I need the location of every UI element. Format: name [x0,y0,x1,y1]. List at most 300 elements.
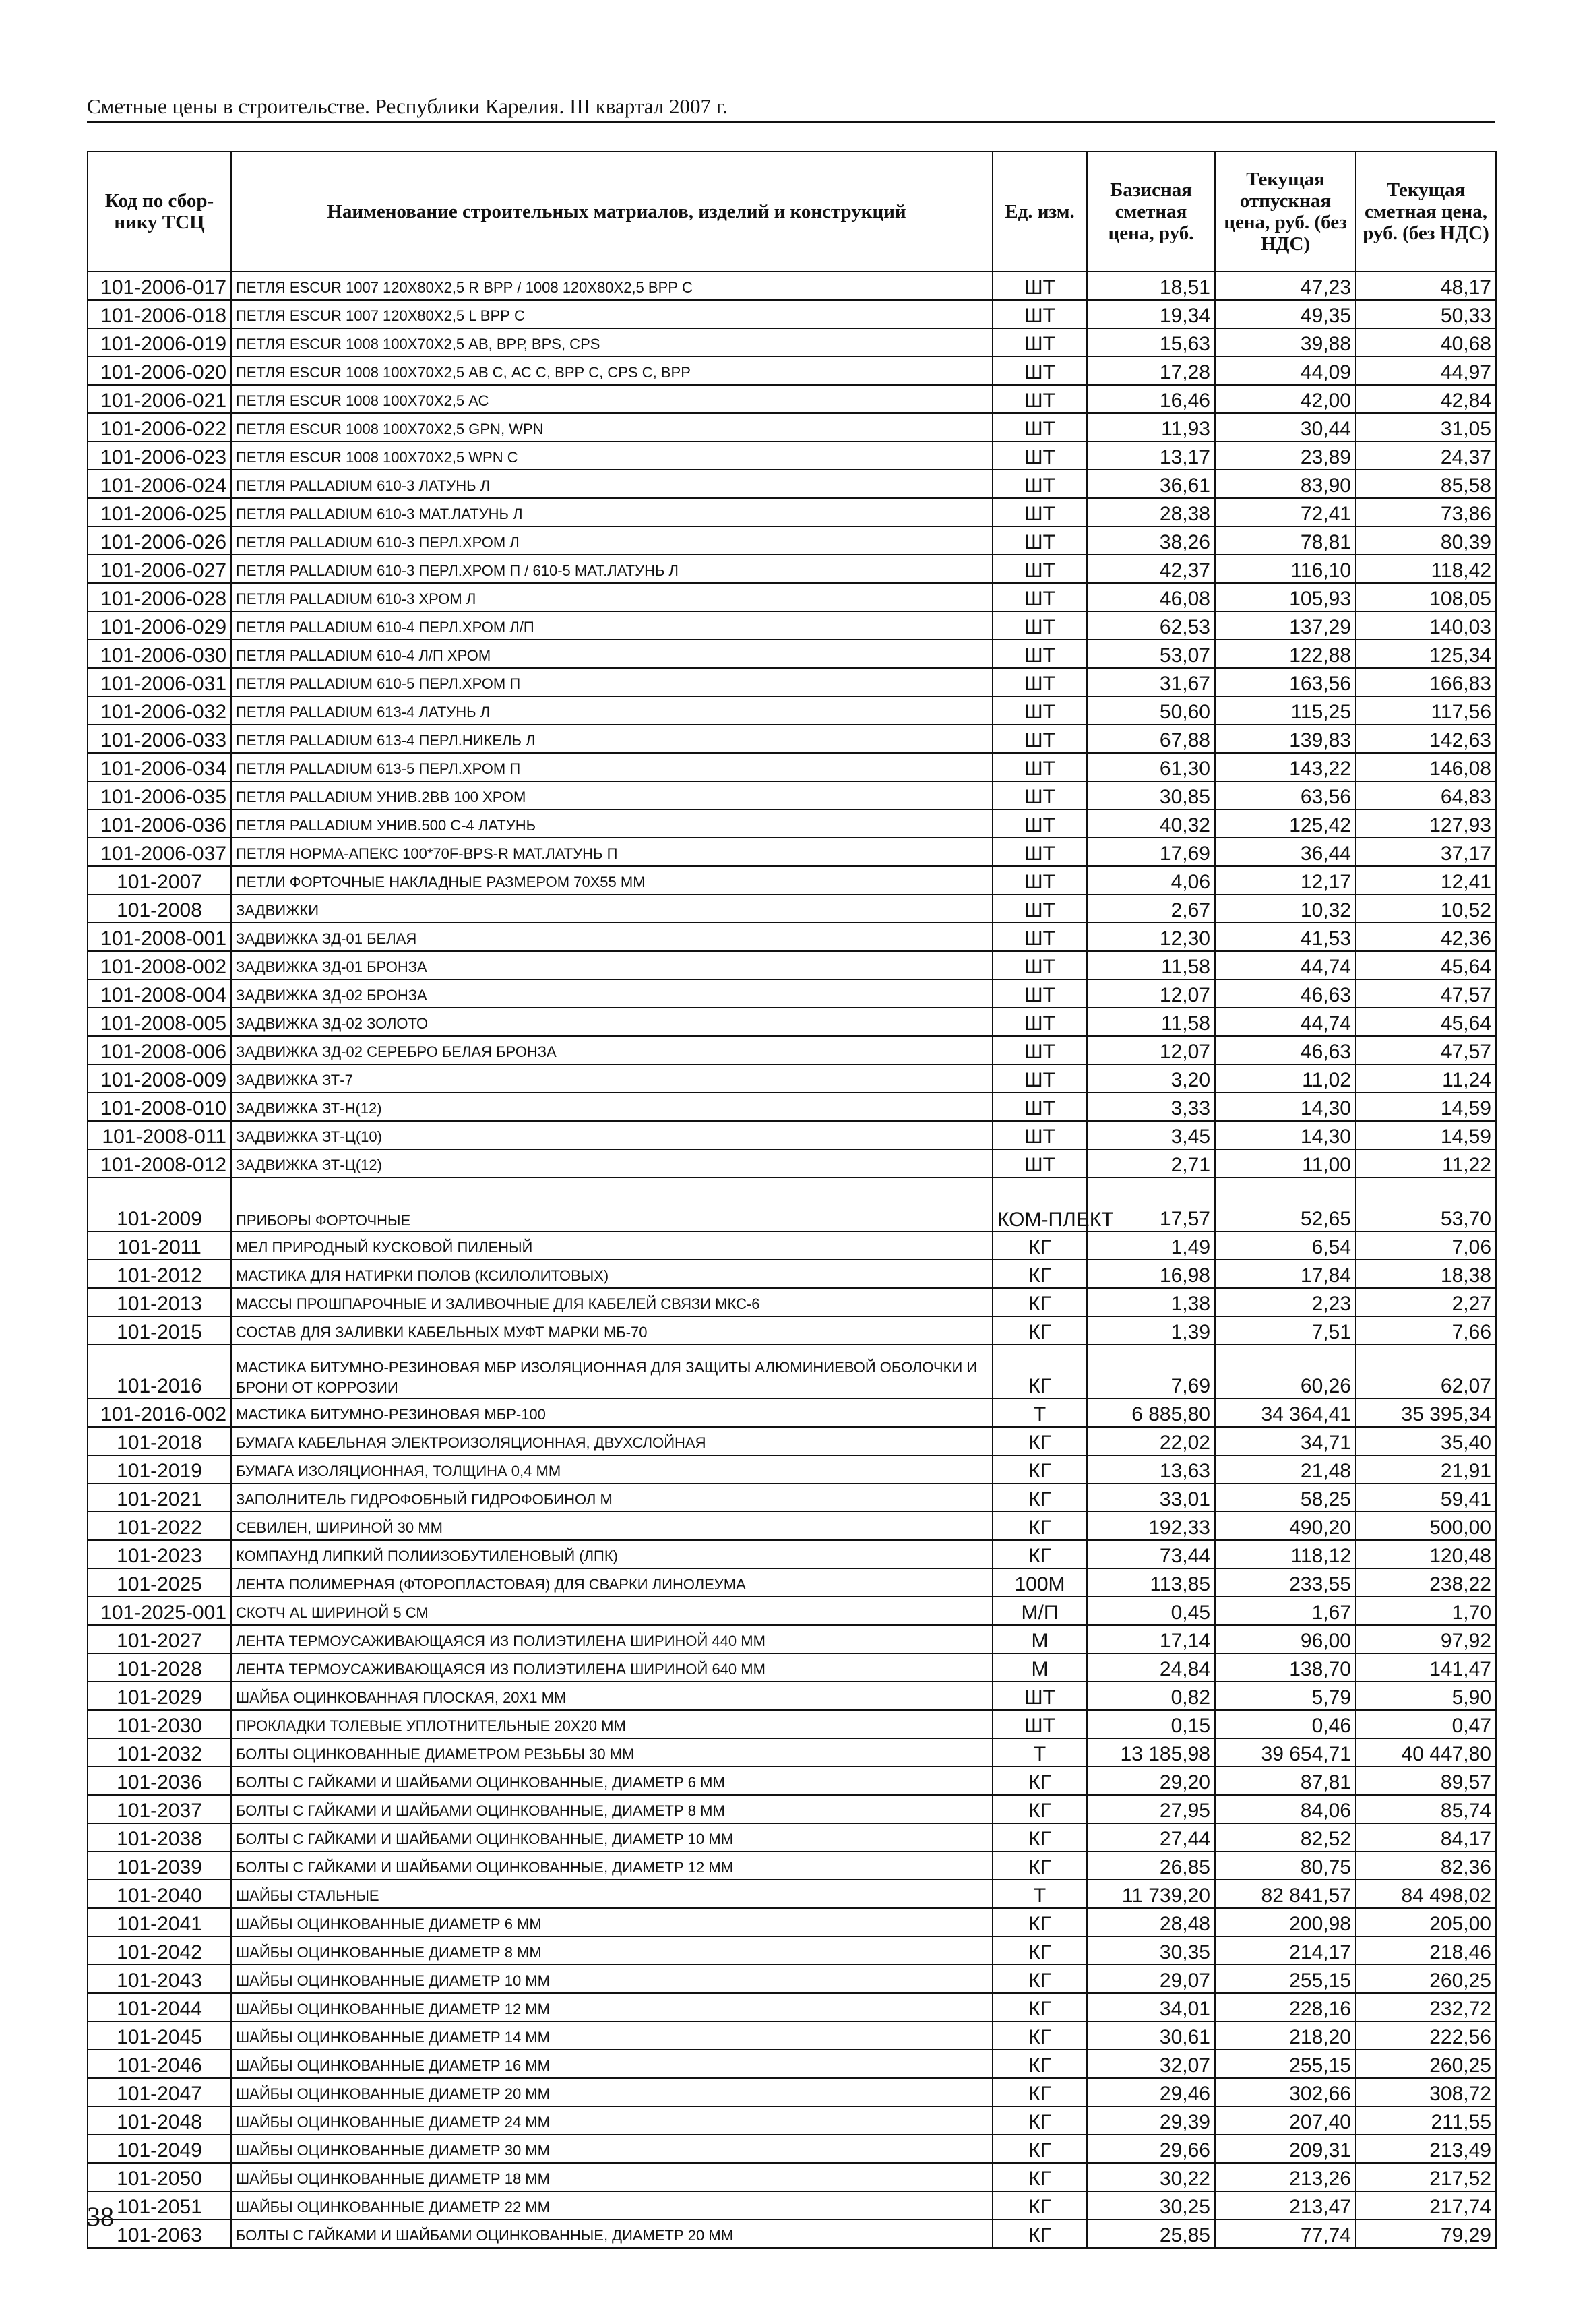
table-row [88,2163,1496,2191]
cell-unit: КГ [993,2135,1087,2163]
cell-base-price: 29,20 [1087,1767,1215,1795]
table-row [88,272,1496,300]
cell-code: 101-2039 [88,1852,231,1880]
cell-code: 101-2008-004 [88,979,231,1008]
cell-current-release-price: 83,90 [1215,470,1356,498]
cell-current-estimate-price: 140,03 [1356,611,1496,640]
cell-name: МАССЫ ПРОШПАРОЧНЫЕ И ЗАЛИВОЧНЫЕ ДЛЯ КАБЕЛЕЙ СВЯЗИ МКС-6 [231,1288,993,1316]
cell-name: БОЛТЫ С ГАЙКАМИ И ШАЙБАМИ ОЦИНКОВАННЫЕ, ДИАМЕТР 20 ММ [231,2220,993,2248]
cell-code: 101-2006-037 [88,838,231,866]
cell-current-estimate-price: 10,52 [1356,894,1496,923]
cell-base-price: 29,46 [1087,2078,1215,2106]
cell-current-estimate-price: 18,38 [1356,1260,1496,1288]
cell-code: 101-2006-033 [88,725,231,753]
table-row [88,583,1496,611]
cell-name: ЗАДВИЖКА ЗТ-Ц(12) [231,1149,993,1178]
cell-base-price: 11,93 [1087,413,1215,441]
cell-code: 101-2006-036 [88,809,231,838]
cell-current-release-price: 122,88 [1215,640,1356,668]
cell-name: ШАЙБЫ ОЦИНКОВАННЫЕ ДИАМЕТР 18 ММ [231,2163,993,2191]
cell-unit: КГ [993,1345,1087,1399]
cell-current-release-price: 44,74 [1215,951,1356,979]
cell-base-price: 7,69 [1087,1345,1215,1399]
cell-code: 101-2008-006 [88,1036,231,1064]
column-header-current-estimate-price: Текущая сметная цена, руб. (без НДС) [1356,152,1496,272]
table-row [88,1710,1496,1738]
cell-base-price: 13 185,98 [1087,1738,1215,1767]
cell-name: ЗАПОЛНИТЕЛЬ ГИДРОФОБНЫЙ ГИДРОФОБИНОЛ М [231,1484,993,1512]
cell-code: 101-2008 [88,894,231,923]
cell-current-estimate-price: 42,84 [1356,385,1496,413]
cell-name: ШАЙБА ОЦИНКОВАННАЯ ПЛОСКАЯ, 20Х1 ММ [231,1682,993,1710]
cell-current-estimate-price: 59,41 [1356,1484,1496,1512]
cell-code: 101-2006-024 [88,470,231,498]
table-row [88,2021,1496,2050]
cell-base-price: 11,58 [1087,1008,1215,1036]
cell-name: МАСТИКА БИТУМНО-РЕЗИНОВАЯ МБР ИЗОЛЯЦИОННАЯ ДЛЯ ЗАЩИТЫ АЛЮМИНИЕВОЙ ОБОЛОЧКИ И БРОНИ ОТ КОРРОЗИИ [231,1345,993,1399]
cell-base-price: 30,61 [1087,2021,1215,2050]
table-row [88,1512,1496,1540]
cell-code: 101-2016-002 [88,1399,231,1427]
cell-unit: ШТ [993,668,1087,696]
table-row [88,300,1496,328]
cell-current-estimate-price: 118,42 [1356,555,1496,583]
cell-name: ШАЙБЫ ОЦИНКОВАННЫЕ ДИАМЕТР 16 ММ [231,2050,993,2078]
cell-unit: М [993,1625,1087,1653]
table-row [88,413,1496,441]
table-row [88,1880,1496,1908]
table-row [88,498,1496,526]
cell-base-price: 18,51 [1087,272,1215,300]
cell-unit: Т [993,1738,1087,1767]
cell-unit: КГ [993,1231,1087,1260]
cell-code: 101-2019 [88,1455,231,1484]
cell-code: 101-2038 [88,1823,231,1852]
cell-name: СЕВИЛЕН, ШИРИНОЙ 30 ММ [231,1512,993,1540]
cell-base-price: 0,15 [1087,1710,1215,1738]
cell-base-price: 3,20 [1087,1064,1215,1093]
page-number: 38 [87,2201,114,2232]
cell-code: 101-2009 [88,1178,231,1231]
cell-base-price: 11 739,20 [1087,1880,1215,1908]
cell-current-estimate-price: 53,70 [1356,1178,1496,1231]
cell-base-price: 28,38 [1087,498,1215,526]
cell-name: БОЛТЫ С ГАЙКАМИ И ШАЙБАМИ ОЦИНКОВАННЫЕ, ДИАМЕТР 10 ММ [231,1823,993,1852]
cell-name: ЗАДВИЖКА ЗД-02 БРОНЗА [231,979,993,1008]
cell-name: ПЕТЛЯ ESCUR 1008 100Х70Х2,5 АС [231,385,993,413]
cell-name: ПЕТЛЯ PALLADIUM УНИВ.500 С-4 ЛАТУНЬ [231,809,993,838]
table-row [88,753,1496,781]
cell-name: ЗАДВИЖКА ЗТ-Н(12) [231,1093,993,1121]
cell-base-price: 0,45 [1087,1597,1215,1625]
table-row [88,1823,1496,1852]
column-header-current-release-price: Текущая отпускная цена, руб. (без НДС) [1215,152,1356,272]
cell-code: 101-2006-035 [88,781,231,809]
cell-current-estimate-price: 24,37 [1356,441,1496,470]
cell-code: 101-2032 [88,1738,231,1767]
cell-current-release-price: 138,70 [1215,1653,1356,1682]
cell-base-price: 67,88 [1087,725,1215,753]
cell-unit: КОМ-ПЛЕКТ [993,1178,1087,1231]
page-header: Сметные цены в строительстве. Республики Карелия. III квартал 2007 г. [87,94,1495,123]
table-row [88,1149,1496,1178]
cell-base-price: 13,17 [1087,441,1215,470]
cell-unit: ШТ [993,1121,1087,1149]
cell-name: ПЕТЛЯ PALLADIUM 610-4 ПЕРЛ.ХРОМ Л/П [231,611,993,640]
cell-unit: ШТ [993,441,1087,470]
cell-name: ЛЕНТА ТЕРМОУСАЖИВАЮЩАЯСЯ ИЗ ПОЛИЭТИЛЕНА ШИРИНОЙ 640 ММ [231,1653,993,1682]
cell-unit: КГ [993,1316,1087,1345]
cell-name: СОСТАВ ДЛЯ ЗАЛИВКИ КАБЕЛЬНЫХ МУФТ МАРКИ МБ-70 [231,1316,993,1345]
cell-unit: КГ [993,1767,1087,1795]
cell-current-estimate-price: 205,00 [1356,1908,1496,1936]
cell-base-price: 30,35 [1087,1936,1215,1965]
table-row [88,1965,1496,1993]
cell-code: 101-2013 [88,1288,231,1316]
cell-code: 101-2012 [88,1260,231,1288]
cell-current-estimate-price: 85,58 [1356,470,1496,498]
cell-code: 101-2040 [88,1880,231,1908]
cell-base-price: 29,66 [1087,2135,1215,2163]
table-row [88,1795,1496,1823]
cell-base-price: 25,85 [1087,2220,1215,2248]
table-row [88,809,1496,838]
cell-code: 101-2028 [88,1653,231,1682]
cell-unit: ШТ [993,413,1087,441]
cell-base-price: 32,07 [1087,2050,1215,2078]
cell-current-estimate-price: 89,57 [1356,1767,1496,1795]
cell-current-release-price: 46,63 [1215,979,1356,1008]
cell-current-estimate-price: 217,74 [1356,2191,1496,2220]
cell-current-release-price: 52,65 [1215,1178,1356,1231]
cell-code: 101-2006-022 [88,413,231,441]
cell-name: БОЛТЫ ОЦИНКОВАННЫЕ ДИАМЕТРОМ РЕЗЬБЫ 30 ММ [231,1738,993,1767]
cell-current-release-price: 0,46 [1215,1710,1356,1738]
cell-unit: ШТ [993,498,1087,526]
table-row [88,1036,1496,1064]
cell-code: 101-2006-030 [88,640,231,668]
cell-code: 101-2006-017 [88,272,231,300]
cell-current-release-price: 137,29 [1215,611,1356,640]
table-row [88,1682,1496,1710]
cell-current-estimate-price: 5,90 [1356,1682,1496,1710]
cell-code: 101-2022 [88,1512,231,1540]
cell-current-release-price: 5,79 [1215,1682,1356,1710]
cell-code: 101-2006-027 [88,555,231,583]
cell-current-release-price: 1,67 [1215,1597,1356,1625]
cell-name: ШАЙБЫ ОЦИНКОВАННЫЕ ДИАМЕТР 12 ММ [231,1993,993,2021]
cell-base-price: 73,44 [1087,1540,1215,1568]
cell-code: 101-2030 [88,1710,231,1738]
cell-current-estimate-price: 40,68 [1356,328,1496,357]
table-row [88,838,1496,866]
cell-current-release-price: 105,93 [1215,583,1356,611]
cell-current-release-price: 72,41 [1215,498,1356,526]
table-row [88,1316,1496,1345]
cell-unit: ШТ [993,1008,1087,1036]
cell-current-release-price: 209,31 [1215,2135,1356,2163]
cell-unit: ШТ [993,640,1087,668]
table-row [88,1767,1496,1795]
table-row [88,526,1496,555]
cell-unit: ШТ [993,838,1087,866]
cell-current-release-price: 87,81 [1215,1767,1356,1795]
cell-unit: КГ [993,1260,1087,1288]
cell-name: ПЕТЛЯ PALLADIUM 610-4 Л/П ХРОМ [231,640,993,668]
table-row [88,328,1496,357]
cell-name: ПЕТЛЯ PALLADIUM 610-3 ХРОМ Л [231,583,993,611]
cell-name: ПЕТЛЯ PALLADIUM 610-3 МАТ.ЛАТУНЬ Л [231,498,993,526]
cell-current-release-price: 47,23 [1215,272,1356,300]
cell-base-price: 17,57 [1087,1178,1215,1231]
cell-current-estimate-price: 31,05 [1356,413,1496,441]
cell-current-estimate-price: 166,83 [1356,668,1496,696]
cell-current-estimate-price: 47,57 [1356,979,1496,1008]
cell-base-price: 33,01 [1087,1484,1215,1512]
cell-current-estimate-price: 35,40 [1356,1427,1496,1455]
table-row [88,1540,1496,1568]
cell-code: 101-2025-001 [88,1597,231,1625]
cell-unit: ШТ [993,611,1087,640]
cell-unit: КГ [993,1455,1087,1484]
cell-unit: Т [993,1399,1087,1427]
cell-code: 101-2045 [88,2021,231,2050]
cell-current-release-price: 213,26 [1215,2163,1356,2191]
cell-base-price: 17,14 [1087,1625,1215,1653]
cell-name: ЗАДВИЖКА ЗД-01 БРОНЗА [231,951,993,979]
cell-current-estimate-price: 127,93 [1356,809,1496,838]
cell-current-release-price: 218,20 [1215,2021,1356,2050]
cell-current-estimate-price: 84 498,02 [1356,1880,1496,1908]
cell-current-release-price: 255,15 [1215,1965,1356,1993]
cell-name: ПЕТЛЯ ESCUR 1008 100Х70Х2,5 GPN, WPN [231,413,993,441]
cell-current-release-price: 46,63 [1215,1036,1356,1064]
cell-name: ПРИБОРЫ ФОРТОЧНЫЕ [231,1178,993,1231]
cell-name: ПЕТЛЯ ESCUR 1007 120Х80Х2,5 R ВРР / 1008 120Х80Х2,5 ВРР С [231,272,993,300]
cell-name: ПЕТЛЯ PALLADIUM 610-3 ЛАТУНЬ Л [231,470,993,498]
cell-code: 101-2043 [88,1965,231,1993]
cell-code: 101-2029 [88,1682,231,1710]
cell-current-release-price: 14,30 [1215,1121,1356,1149]
table-row [88,470,1496,498]
column-header-code: Код по сбор-нику ТСЦ [88,152,231,272]
cell-code: 101-2008-002 [88,951,231,979]
cell-base-price: 2,67 [1087,894,1215,923]
cell-current-estimate-price: 232,72 [1356,1993,1496,2021]
table-row [88,1653,1496,1682]
cell-base-price: 1,38 [1087,1288,1215,1316]
cell-base-price: 50,60 [1087,696,1215,725]
cell-unit: Т [993,1880,1087,1908]
cell-base-price: 36,61 [1087,470,1215,498]
cell-current-estimate-price: 14,59 [1356,1121,1496,1149]
cell-name: КОМПАУНД ЛИПКИЙ ПОЛИИЗОБУТИЛЕНОВЫЙ (ЛПК) [231,1540,993,1568]
cell-name: ЛЕНТА ТЕРМОУСАЖИВАЮЩАЯСЯ ИЗ ПОЛИЭТИЛЕНА ШИРИНОЙ 440 ММ [231,1625,993,1653]
cell-unit: ШТ [993,272,1087,300]
cell-current-estimate-price: 108,05 [1356,583,1496,611]
cell-code: 101-2036 [88,1767,231,1795]
cell-base-price: 6 885,80 [1087,1399,1215,1427]
cell-current-release-price: 118,12 [1215,1540,1356,1568]
cell-current-estimate-price: 11,24 [1356,1064,1496,1093]
cell-code: 101-2008-001 [88,923,231,951]
cell-code: 101-2063 [88,2220,231,2248]
cell-base-price: 34,01 [1087,1993,1215,2021]
cell-unit: КГ [993,1288,1087,1316]
cell-current-release-price: 6,54 [1215,1231,1356,1260]
cell-unit: ШТ [993,300,1087,328]
cell-base-price: 4,06 [1087,866,1215,894]
cell-current-estimate-price: 213,49 [1356,2135,1496,2163]
cell-name: ПРОКЛАДКИ ТОЛЕВЫЕ УПЛОТНИТЕЛЬНЫЕ 20Х20 ММ [231,1710,993,1738]
cell-base-price: 13,63 [1087,1455,1215,1484]
cell-current-release-price: 115,25 [1215,696,1356,725]
cell-current-estimate-price: 222,56 [1356,2021,1496,2050]
cell-unit: ШТ [993,894,1087,923]
cell-name: МЕЛ ПРИРОДНЫЙ КУСКОВОЙ ПИЛЕНЫЙ [231,1231,993,1260]
table-row [88,2135,1496,2163]
table-row [88,668,1496,696]
table-row [88,1597,1496,1625]
table-row [88,2078,1496,2106]
cell-unit: ШТ [993,1149,1087,1178]
cell-current-release-price: 11,02 [1215,1064,1356,1093]
cell-unit: КГ [993,1823,1087,1852]
cell-current-release-price: 42,00 [1215,385,1356,413]
cell-unit: КГ [993,1427,1087,1455]
cell-current-estimate-price: 238,22 [1356,1568,1496,1597]
cell-unit: ШТ [993,470,1087,498]
table-row [88,781,1496,809]
cell-code: 101-2006-032 [88,696,231,725]
cell-unit: ШТ [993,357,1087,385]
column-header-unit: Ед. изм. [993,152,1087,272]
cell-code: 101-2050 [88,2163,231,2191]
table-row [88,1231,1496,1260]
cell-current-estimate-price: 79,29 [1356,2220,1496,2248]
table-row [88,1399,1496,1427]
cell-unit: ШТ [993,1064,1087,1093]
cell-current-estimate-price: 84,17 [1356,1823,1496,1852]
table-row [88,2191,1496,2220]
cell-current-release-price: 228,16 [1215,1993,1356,2021]
table-row [88,1484,1496,1512]
cell-name: БОЛТЫ С ГАЙКАМИ И ШАЙБАМИ ОЦИНКОВАННЫЕ, ДИАМЕТР 12 ММ [231,1852,993,1880]
cell-current-estimate-price: 1,70 [1356,1597,1496,1625]
cell-code: 101-2006-034 [88,753,231,781]
cell-base-price: 17,69 [1087,838,1215,866]
cell-base-price: 3,33 [1087,1093,1215,1121]
cell-current-release-price: 39,88 [1215,328,1356,357]
cell-base-price: 113,85 [1087,1568,1215,1597]
cell-current-release-price: 14,30 [1215,1093,1356,1121]
cell-name: ШАЙБЫ ОЦИНКОВАННЫЕ ДИАМЕТР 22 ММ [231,2191,993,2220]
cell-current-release-price: 200,98 [1215,1908,1356,1936]
column-header-name: Наименование строительных матриалов, изделий и конструкций [231,152,993,272]
cell-current-release-price: 44,09 [1215,357,1356,385]
cell-unit: КГ [993,1540,1087,1568]
table-row [88,866,1496,894]
cell-unit: ШТ [993,951,1087,979]
cell-current-release-price: 58,25 [1215,1484,1356,1512]
cell-unit: ШТ [993,866,1087,894]
cell-current-release-price: 207,40 [1215,2106,1356,2135]
cell-base-price: 16,98 [1087,1260,1215,1288]
cell-current-estimate-price: 50,33 [1356,300,1496,328]
cell-current-release-price: 2,23 [1215,1288,1356,1316]
cell-current-estimate-price: 42,36 [1356,923,1496,951]
table-row [88,696,1496,725]
cell-base-price: 29,39 [1087,2106,1215,2135]
cell-name: ЛЕНТА ПОЛИМЕРНАЯ (ФТОРОПЛАСТОВАЯ) ДЛЯ СВАРКИ ЛИНОЛЕУМА [231,1568,993,1597]
cell-current-release-price: 60,26 [1215,1345,1356,1399]
table-row [88,1427,1496,1455]
cell-name: ПЕТЛЯ PALLADIUM 613-5 ПЕРЛ.ХРОМ П [231,753,993,781]
cell-unit: ШТ [993,1036,1087,1064]
cell-code: 101-2042 [88,1936,231,1965]
cell-name: ПЕТЛЯ PALLADIUM УНИВ.2ВВ 100 ХРОМ [231,781,993,809]
cell-current-release-price: 233,55 [1215,1568,1356,1597]
cell-current-release-price: 78,81 [1215,526,1356,555]
cell-name: ПЕТЛИ ФОРТОЧНЫЕ НАКЛАДНЫЕ РАЗМЕРОМ 70Х55 ММ [231,866,993,894]
cell-current-estimate-price: 64,83 [1356,781,1496,809]
cell-code: 101-2049 [88,2135,231,2163]
cell-current-estimate-price: 12,41 [1356,866,1496,894]
cell-unit: КГ [993,2050,1087,2078]
table-row [88,385,1496,413]
cell-current-release-price: 139,83 [1215,725,1356,753]
cell-name: ЗАДВИЖКА ЗД-02 СЕРЕБРО БЕЛАЯ БРОНЗА [231,1036,993,1064]
table-row [88,1178,1496,1231]
cell-current-release-price: 17,84 [1215,1260,1356,1288]
cell-current-release-price: 82,52 [1215,1823,1356,1852]
cell-current-release-price: 30,44 [1215,413,1356,441]
cell-code: 101-2025 [88,1568,231,1597]
table-header-row [88,152,1496,272]
cell-name: ШАЙБЫ ОЦИНКОВАННЫЕ ДИАМЕТР 30 ММ [231,2135,993,2163]
cell-current-estimate-price: 0,47 [1356,1710,1496,1738]
cell-name: ПЕТЛЯ PALLADIUM 610-5 ПЕРЛ.ХРОМ П [231,668,993,696]
cell-name: ЗАДВИЖКИ [231,894,993,923]
cell-current-estimate-price: 2,27 [1356,1288,1496,1316]
cell-current-estimate-price: 260,25 [1356,1965,1496,1993]
cell-unit: КГ [993,2078,1087,2106]
cell-name: ПЕТЛЯ ESCUR 1008 100Х70Х2,5 АВ, ВРР, BPS, CPS [231,328,993,357]
cell-current-estimate-price: 40 447,80 [1356,1738,1496,1767]
cell-base-price: 30,22 [1087,2163,1215,2191]
table-row [88,1852,1496,1880]
cell-name: ШАЙБЫ ОЦИНКОВАННЫЕ ДИАМЕТР 24 ММ [231,2106,993,2135]
cell-base-price: 38,26 [1087,526,1215,555]
table-row [88,923,1496,951]
cell-current-estimate-price: 45,64 [1356,951,1496,979]
table-row [88,1936,1496,1965]
cell-current-estimate-price: 48,17 [1356,272,1496,300]
cell-base-price: 40,32 [1087,809,1215,838]
cell-base-price: 46,08 [1087,583,1215,611]
cell-current-release-price: 36,44 [1215,838,1356,866]
cell-name: ШАЙБЫ ОЦИНКОВАННЫЕ ДИАМЕТР 10 ММ [231,1965,993,1993]
cell-unit: ШТ [993,979,1087,1008]
cell-base-price: 24,84 [1087,1653,1215,1682]
cell-unit: КГ [993,2106,1087,2135]
cell-name: ПЕТЛЯ PALLADIUM 613-4 ПЕРЛ.НИКЕЛЬ Л [231,725,993,753]
cell-current-estimate-price: 21,91 [1356,1455,1496,1484]
cell-current-estimate-price: 7,06 [1356,1231,1496,1260]
cell-name: ШАЙБЫ СТАЛЬНЫЕ [231,1880,993,1908]
cell-unit: КГ [993,1936,1087,1965]
cell-current-release-price: 49,35 [1215,300,1356,328]
